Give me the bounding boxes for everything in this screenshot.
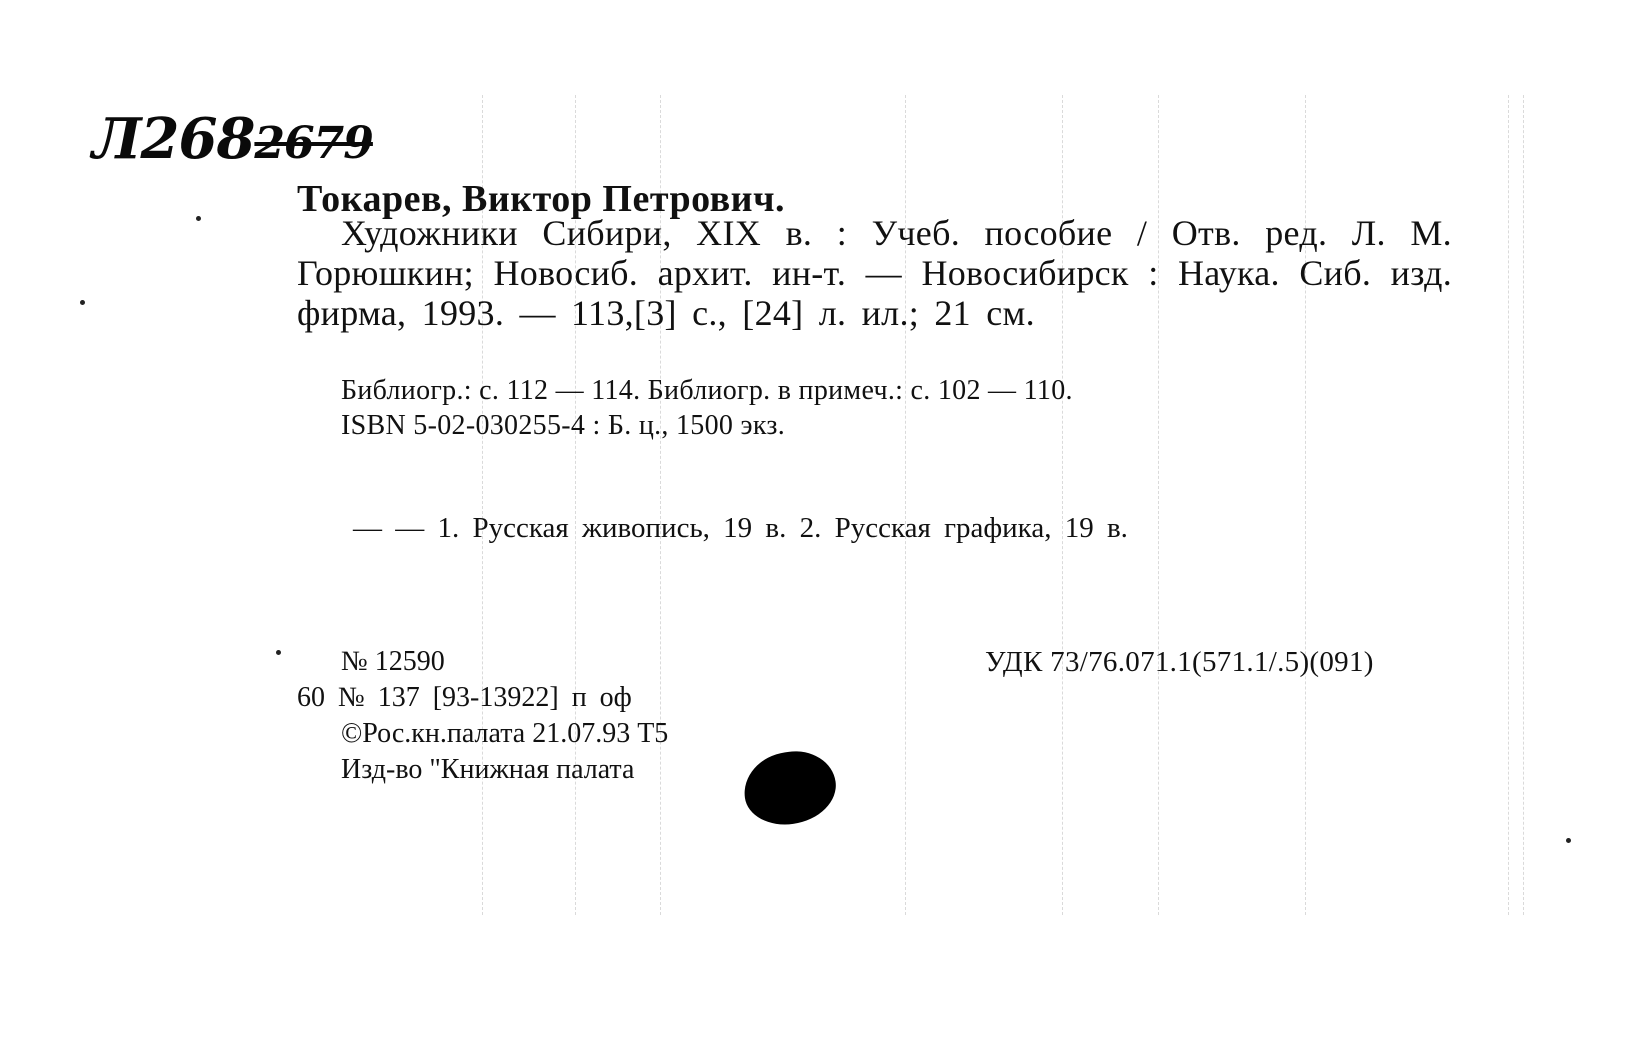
speck [1566, 838, 1571, 843]
bibliography-note: Библиогр.: с. 112 — 114. Библиогр. в примеч.: с. 102 — 110. [341, 375, 1073, 406]
speck [80, 300, 85, 305]
speck [196, 216, 201, 221]
speck [276, 650, 281, 655]
author-heading: Токарев, Виктор Петрович. [297, 178, 786, 220]
isbn-line: ISBN 5-02-030255-4 : Б. ц., 1500 экз. [341, 410, 786, 441]
handwritten-code: Л268 [92, 106, 255, 172]
udk-classification: УДК 73/76.071.1(571.1/.5)(091) [985, 646, 1374, 678]
ink-blot [739, 746, 840, 830]
catalog-number-line: 60 № 137 [93-13922] п оф [297, 682, 632, 713]
title-description: Художники Сибири, XIX в. : Учеб. пособие / Отв. ред. Л. М. Горюшкин; Новосиб. архит. ин-т. — Новосибирск : Наука. Сиб. изд. фирма, 1993. — 113,[3] с., [24] л. ил.; 21 см. [297, 213, 1452, 333]
record-number: № 12590 [341, 646, 445, 677]
subject-headings: — — 1. Русская живопись, 19 в. 2. Русская графика, 19 в. [353, 512, 1128, 544]
publisher-line: Изд-во "Книжная палата [341, 754, 635, 785]
handwritten-shelf-mark [92, 106, 373, 172]
copyright-line: ©Рос.кн.палата 21.07.93 Т5 [341, 718, 669, 749]
handwritten-crossed-number: 2679 [254, 118, 373, 169]
